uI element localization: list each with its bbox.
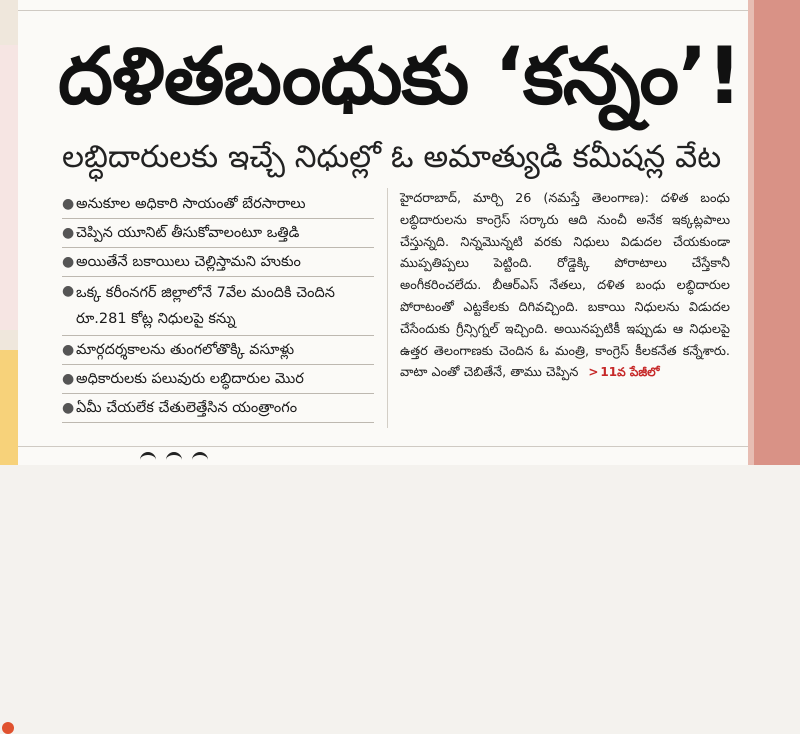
chevron-right-icon: > xyxy=(588,365,599,380)
subheadline: లబ్ధిదారులకు ఇచ్చే నిధుల్లో ఓ అమాత్యుడి కమీషన్ల వేట xyxy=(62,139,722,175)
article-text: హైదరాబాద్, మార్చి 26 (నమస్తే తెలంగాణ): దళిత బంధు లబ్ధిదారులను కాంగ్రెస్ సర్కారు ఆది నుంచీ అనేక ఇక్కట్లపాలు చేస్తున్నది. నిన్నమొన్నటి వరకు నిధులు విడుదల చేయకుండా ముప్పతిప్పలు పెట్టింది. రోడ్డెక్కి పోరాటాలు చేస్తేకానీ అంగీకరించలేదు. బీఆర్ఎస్ నేతలు, దళిత బంధు లబ్ధిదారుల పోరాటంతో ఎట్టకేలకు దిగివచ్చింది. బకాయి నిధులను విడుదల చేసేందుకు గ్రీన్సిగ్నల్ ఇచ్చింది. అయినప్పటికీ ఇప్పుడు ఆ నిధులపై ఉత్తర తెలంగాణకు చెందిన ఓ మంత్రి, కాంగ్రెస్ కీలకనేత కన్నేశారు. వాటా ఎంతో చెబితేనే, తాము చెప్పిన xyxy=(400,191,730,381)
highlight-item: ● ఒక్క కరీంనగర్ జిల్లాలోనే 7వేల మందికి చెందిన రూ.281 కోట్ల నిధులపై కన్ను xyxy=(62,277,374,336)
adjacent-ad-strip xyxy=(0,350,18,465)
continued-page-link[interactable]: > 11వ పేజీలో xyxy=(588,365,660,380)
bullet-icon: ● xyxy=(62,225,75,241)
highlights-list xyxy=(62,190,374,423)
column-divider xyxy=(387,188,388,428)
highlight-item: ● అయితేనే బకాయిలు చెల్లిస్తామని హుకుం xyxy=(62,248,374,277)
right-adjacent-page xyxy=(748,0,800,465)
next-headline-fragment xyxy=(140,452,250,465)
highlight-item: ● మార్గదర్శకాలను తుంగలోతొక్కి వసూళ్లు xyxy=(62,336,374,365)
bullet-icon: ● xyxy=(62,400,75,416)
highlight-item: ● అధికారులకు పలువురు లబ్ధిదారుల మొర xyxy=(62,365,374,394)
article-body xyxy=(400,188,730,384)
left-adjacent-column xyxy=(0,0,18,465)
bullet-icon: ● xyxy=(62,342,75,358)
bullet-icon: ● xyxy=(62,254,75,270)
bullet-icon: ● xyxy=(62,371,75,387)
highlight-item: ● అనుకూల అధికారి సాయంతో బేరసారాలు xyxy=(62,190,374,219)
headline: దళితబంధుకు ‘కన్నం’! xyxy=(58,32,742,122)
bottom-divider xyxy=(18,446,748,447)
highlight-item: ● చెప్పిన యూనిట్ తీసుకోవాలంటూ ఒత్తిడి xyxy=(62,219,374,248)
bullet-icon: ● xyxy=(62,196,75,212)
bullet-icon: ● xyxy=(62,283,75,299)
top-cut-text-strip xyxy=(18,0,748,11)
highlight-item: ● ఏమీ చేయలేక చేతులెత్తేసిన యంత్రాంగం xyxy=(62,394,374,423)
